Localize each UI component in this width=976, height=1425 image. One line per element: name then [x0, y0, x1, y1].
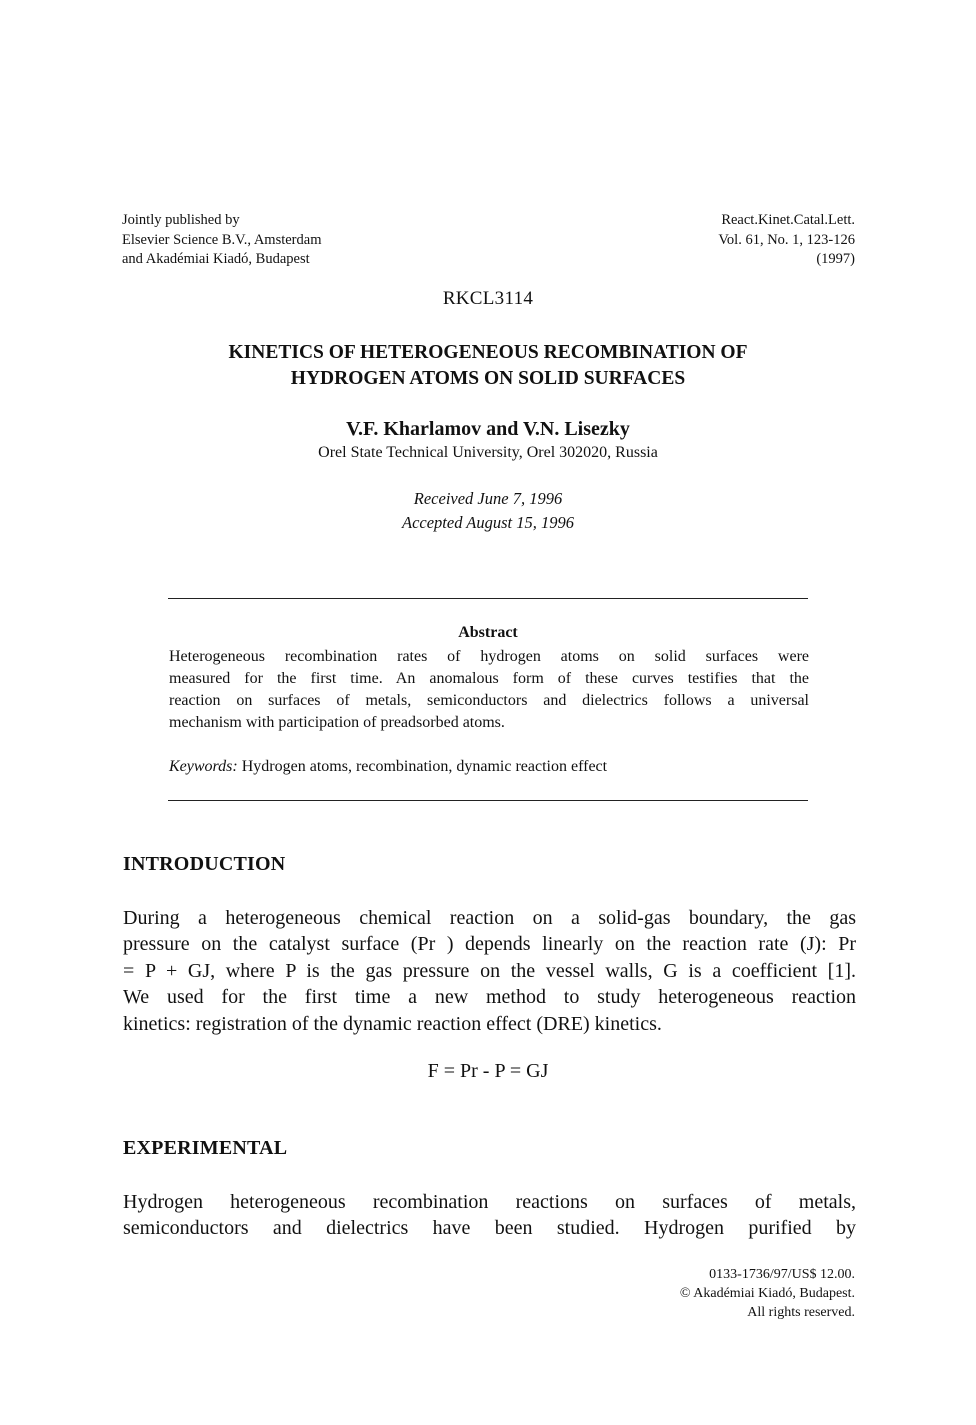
footer-line: 0133-1736/97/US$ 12.00.	[709, 1267, 855, 1282]
experimental-paragraph	[123, 1189, 856, 1242]
publisher-line: and Akadémiai Kiadó, Budapest	[122, 251, 310, 267]
paragraph-line: We used for the first time a new method to study heterogeneous reaction	[123, 986, 856, 1009]
keywords-label: Keywords:	[169, 758, 238, 775]
affiliation: Orel State Technical University, Orel 302020, Russia	[318, 444, 658, 461]
keywords-text: Hydrogen atoms, recombination, dynamic reaction effect	[241, 758, 608, 775]
journal-line: React.Kinet.Catal.Lett.	[721, 212, 855, 228]
copyright-footer	[680, 1265, 855, 1322]
article-code: RKCL3114	[442, 288, 534, 309]
dates	[0, 487, 976, 535]
keywords	[169, 758, 607, 776]
section-heading-introduction: INTRODUCTION	[123, 853, 286, 875]
abstract-line: mechanism with participation of preadsorbed atoms.	[169, 714, 505, 731]
abstract-bottom-rule	[168, 800, 808, 801]
received-date: Received June 7, 1996	[413, 489, 563, 508]
footer-line: All rights reserved.	[747, 1305, 855, 1320]
paragraph-line: pressure on the catalyst surface (Pr ) depends linearly on the reaction rate (J): Pr	[123, 933, 856, 956]
abstract-line: reaction on surfaces of metals, semiconductors and dielectrics follows a universal	[169, 692, 809, 709]
abstract-line: Heterogeneous recombination rates of hydrogen atoms on solid surfaces were	[169, 648, 809, 665]
paragraph-line: semiconductors and dielectrics have been studied. Hydrogen purified by	[123, 1217, 856, 1240]
introduction-paragraph	[123, 905, 856, 1037]
paragraph-line: = P + GJ, where P is the gas pressure on the vessel walls, G is a coefficient [1].	[123, 959, 856, 982]
paragraph-line: During a heterogeneous chemical reaction on a solid-gas boundary, the gas	[123, 907, 856, 929]
journal-line: Vol. 61, No. 1, 123-126	[718, 231, 855, 248]
abstract-top-rule	[168, 598, 808, 599]
journal-citation	[718, 211, 855, 270]
journal-line: (1997)	[816, 251, 855, 267]
title-line: KINETICS OF HETEROGENEOUS RECOMBINATION OF	[228, 342, 748, 363]
authors: V.F. Kharlamov and V.N. Lisezky	[346, 418, 630, 440]
paragraph-line: kinetics: registration of the dynamic reaction effect (DRE) kinetics.	[123, 1012, 662, 1035]
publisher-line: Jointly published by	[122, 212, 240, 228]
accepted-date: Accepted August 15, 1996	[402, 513, 574, 532]
abstract-heading: Abstract	[458, 624, 518, 641]
equation: F = Pr - P = GJ	[427, 1060, 549, 1082]
abstract-text	[169, 646, 809, 734]
publisher-note	[122, 211, 321, 270]
publisher-line: Elsevier Science B.V., Amsterdam	[122, 231, 322, 248]
paper-title	[0, 340, 976, 392]
abstract-line: measured for the first time. An anomalous form of these curves testifies that the	[169, 670, 809, 687]
footer-line: © Akadémiai Kiadó, Budapest.	[679, 1286, 855, 1301]
section-heading-experimental: EXPERIMENTAL	[123, 1137, 288, 1159]
paragraph-line: Hydrogen heterogeneous recombination reactions on surfaces of metals,	[123, 1191, 856, 1213]
title-line: HYDROGEN ATOMS ON SOLID SURFACES	[290, 368, 686, 389]
